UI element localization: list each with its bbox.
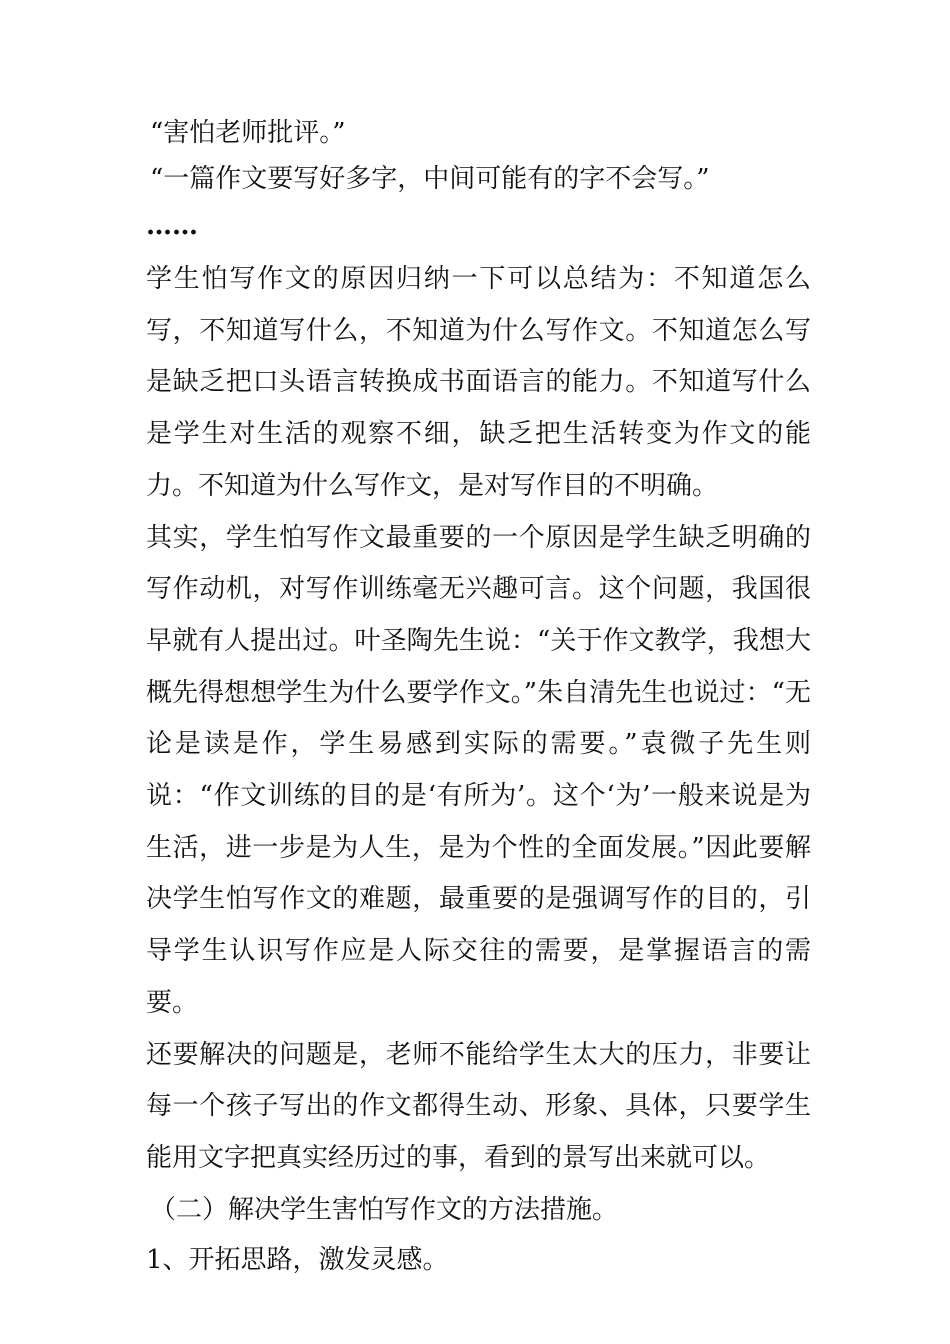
subheading: 1、开拓思路，激发灵感。: [146, 1244, 449, 1275]
quote-line-1: “害怕老师批评。”: [150, 118, 346, 148]
paragraph-pressure: 还要解决的问题是，老师不能给学生太大的压力，非要让每一个孩子写出的作文都得生动、形象、具体，只要学生能用文字把真实经历过的事，看到的景写出来就可以。: [146, 1039, 811, 1173]
section-heading: （二）解决学生害怕写作文的方法措施。: [150, 1194, 619, 1225]
ellipsis: ……: [146, 211, 198, 241]
paragraph-motivation: 其实，学生怕写作文最重要的一个原因是学生缺乏明确的写作动机，对写作训练毫无兴趣可言。这个问题，我国很早就有人提出过。叶圣陶先生说：“关于作文教学，我想大概先得想想学生为什么要学作文。”朱自清先生也说过：“无论是读是作，学生易感到实际的需要。”袁微子先生则说：“作文训练的目的是‘有所为’。这个‘为’一般来说是为生活，进一步是为人生，是为个性的全面发展。”因此要解决学生怕写作文的难题，最重要的是强调写作的目的，引导学生认识写作应是人际交往的需要，是掌握语言的需要。: [146, 522, 811, 1018]
document-body: [146, 112, 811, 1285]
quote-line-2: “一篇作文要写好多字，中间可能有的字不会写。”: [150, 164, 710, 194]
paragraph-reasons: 学生怕写作文的原因归纳一下可以总结为：不知道怎么写，不知道写什么，不知道为什么写作文。不知道怎么写是缺乏把口头语言转换成书面语言的能力。不知道写什么是学生对生活的观察不细，缺乏把生活转变为作文的能力。不知道为什么写作文，是对写作目的不明确。: [146, 264, 811, 501]
